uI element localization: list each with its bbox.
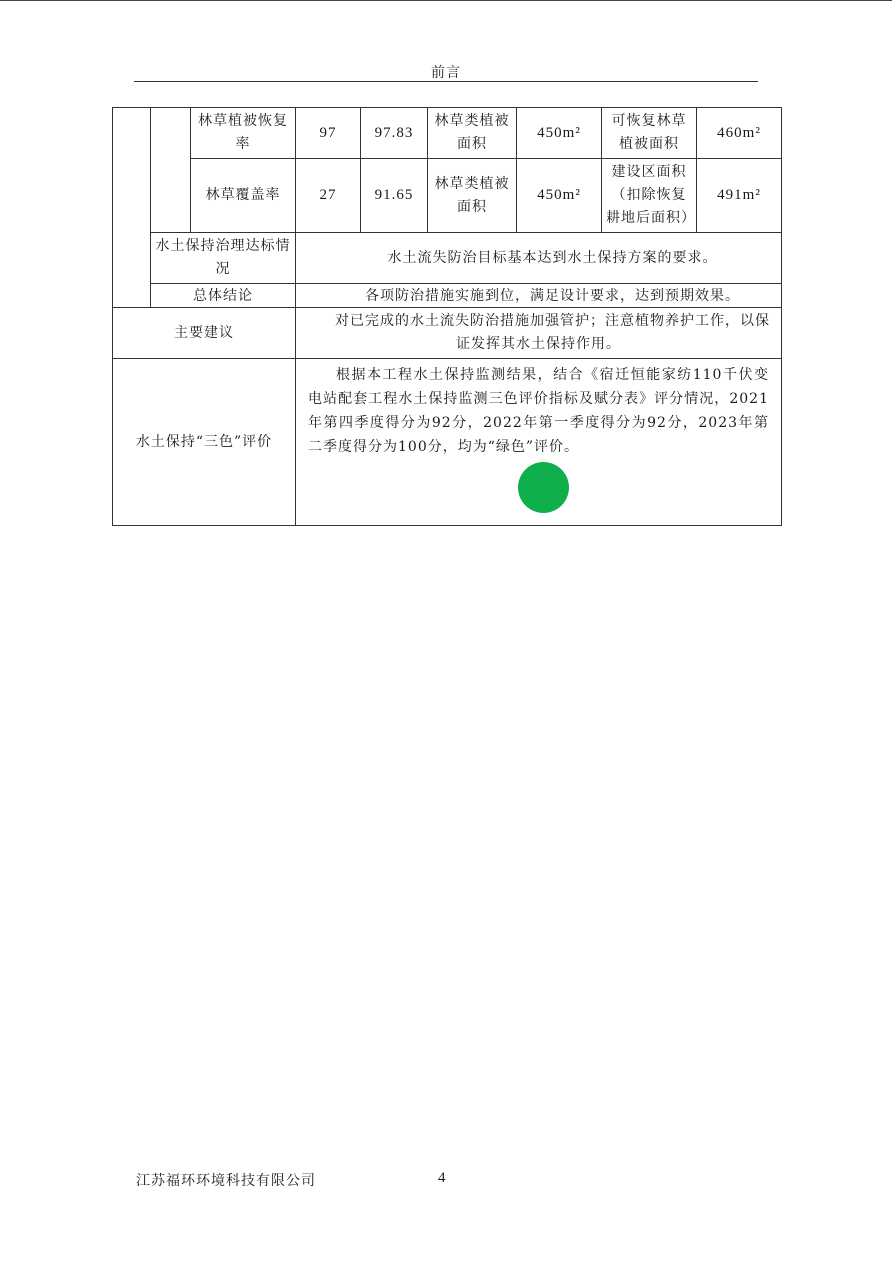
denominator-value: 460m² (697, 108, 782, 159)
table-row (113, 233, 782, 284)
target-value: 97 (296, 108, 361, 159)
indicator-name: 林草覆盖率 (191, 159, 296, 233)
actual-value: 97.83 (361, 108, 428, 159)
numerator-label: 林草类植被面积 (428, 108, 517, 159)
denominator-value: 491m² (697, 159, 782, 233)
green-rating-circle (518, 462, 569, 513)
suggestion-text: 对已完成的水土流失防治措施加强管护；注意植物养护工作，以保证发挥其水土保持作用。 (296, 308, 782, 359)
conclusion-text: 各项防治措施实施到位，满足设计要求，达到预期效果。 (296, 284, 782, 308)
denominator-label: 建设区面积（扣除恢复耕地后面积） (602, 159, 697, 233)
indicator-name: 林草植被恢复率 (191, 108, 296, 159)
target-value: 27 (296, 159, 361, 233)
compliance-text: 水土流失防治目标基本达到水土保持方案的要求。 (296, 233, 782, 284)
table-row (113, 359, 782, 526)
actual-value: 91.65 (361, 159, 428, 233)
numerator-label: 林草类植被面积 (428, 159, 517, 233)
evaluation-indicator (300, 459, 777, 523)
numerator-value: 450m² (517, 159, 602, 233)
compliance-label: 水土保持治理达标情况 (151, 233, 296, 284)
table-row (113, 108, 782, 159)
evaluation-text: 根据本工程水土保持监测结果，结合《宿迁恒能家纺110千伏变电站配套工程水土保持监测三色评价指标及赋分表》评分情况，2021年第四季度得分为92分，2022年第一季度得分为92分，2023年第二季度得分为100分，均为“绿色”评价。 (308, 367, 769, 455)
table-row (113, 308, 782, 359)
page-number: 4 (438, 1170, 446, 1186)
denominator-label: 可恢复林草植被面积 (602, 108, 697, 159)
header-divider (134, 81, 758, 82)
page-top-border (0, 0, 892, 1)
evaluation-cell (296, 359, 782, 526)
suggestion-label: 主要建议 (113, 308, 296, 359)
table-row (113, 159, 782, 233)
conclusion-label: 总体结论 (151, 284, 296, 308)
monitoring-summary-table (112, 107, 782, 526)
footer-company: 江苏福环环境科技有限公司 (136, 1173, 316, 1189)
table-row (113, 284, 782, 308)
sub-category-cell (151, 108, 191, 233)
numerator-value: 450m² (517, 108, 602, 159)
evaluation-label: 水土保持“三色”评价 (113, 359, 296, 526)
page-header-title: 前言 (431, 65, 461, 81)
outer-category-cell (113, 108, 151, 308)
